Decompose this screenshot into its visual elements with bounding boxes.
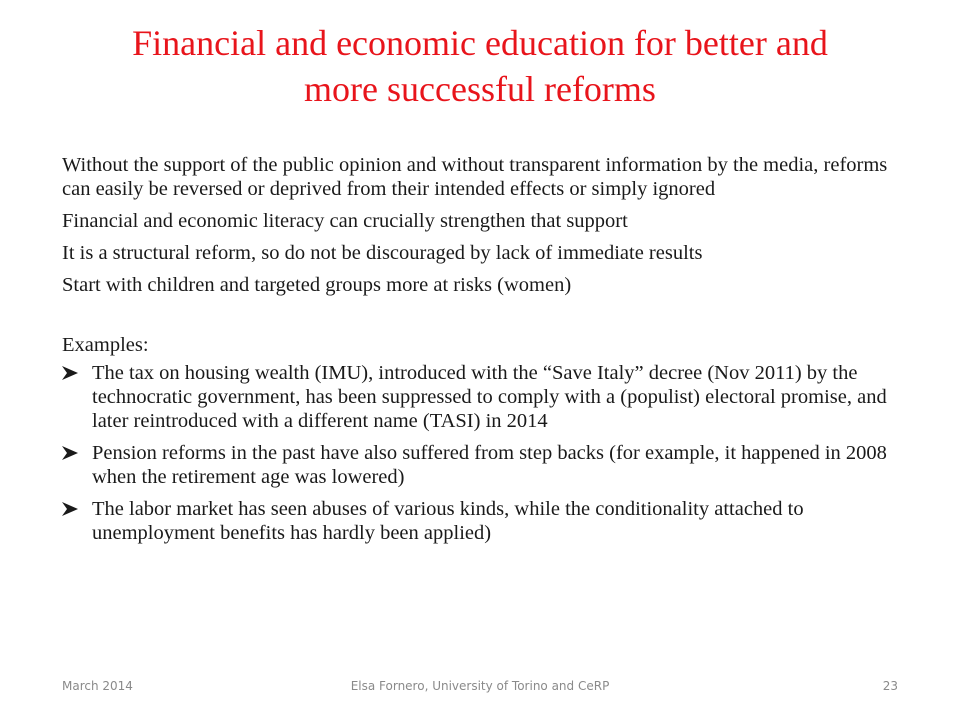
list-item — [62, 441, 912, 489]
paragraph-public-opinion: Without the support of the public opinion and without transparent information by the media, reforms can easily be reversed or deprived from their intended effects or simply ignored — [62, 154, 888, 200]
arrowhead-bullet-icon — [62, 366, 78, 380]
paragraph-structural-reform: It is a structural reform, so do not be discouraged by lack of immediate results — [62, 242, 703, 264]
list-item — [62, 361, 912, 433]
footer-page-number: 23 — [882, 679, 898, 693]
slide-title-line-2: more successful reforms — [304, 69, 656, 109]
paragraph-target-groups: Start with children and targeted groups more at risks (women) — [62, 274, 572, 296]
slide-title-line-1: Financial and economic education for better and — [132, 23, 828, 63]
slide-body — [62, 153, 912, 553]
arrowhead-bullet-icon — [62, 502, 78, 516]
examples-list — [62, 361, 912, 545]
arrowhead-bullet-icon — [62, 446, 78, 460]
list-item — [62, 497, 912, 545]
slide-title — [40, 20, 920, 112]
footer-author: Elsa Fornero, University of Torino and CeRP — [350, 679, 610, 693]
example-pension-text: Pension reforms in the past have also suffered from step backs (for example, it happened in 2008 when the retirement age was lowered) — [92, 442, 887, 488]
example-labor-market-text: The labor market has seen abuses of various kinds, while the conditionality attached to unemployment benefits has hardly been applied) — [92, 498, 804, 544]
examples-heading: Examples: — [62, 334, 149, 356]
paragraph-literacy: Financial and economic literacy can crucially strengthen that support — [62, 210, 628, 232]
footer-date: March 2014 — [62, 679, 133, 693]
example-imu-text: The tax on housing wealth (IMU), introduced with the “Save Italy” decree (Nov 2011) by the technocratic government, has been suppressed to comply with a (populist) electoral promise, and later reintroduced with a different name (TASI) in 2014 — [92, 362, 887, 432]
